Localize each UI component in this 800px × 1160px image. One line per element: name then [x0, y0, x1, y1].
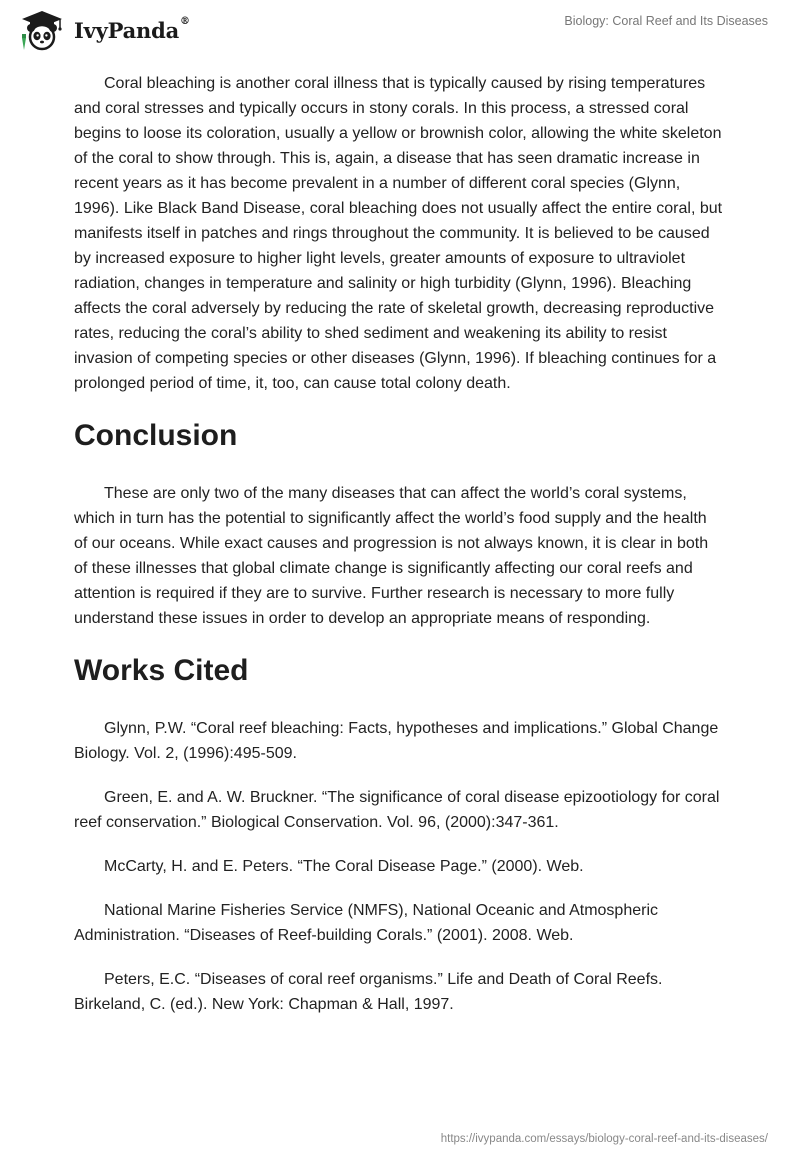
essay-content: [74, 71, 724, 1036]
conclusion-paragraph: These are only two of the many diseases that can affect the world’s coral systems, which in turn has the potential to significantly affect the world’s food supply and the health of our oceans. While exact causes and progression is not always known, it is clear in both of these illnesses that global climate change is significantly affecting our coral reefs and attention is required if they are to survive. Further research is necessary to more fully understand these issues in order to develop an appropriate means of responding.: [74, 485, 709, 627]
registered-mark: ®: [180, 15, 190, 27]
page-header: [0, 0, 800, 60]
document-title: Biology: Coral Reef and Its Diseases: [564, 14, 768, 28]
citation-entry: Green, E. and A. W. Bruckner. “The significance of coral disease epizootiology for coral reef conservation.” Biological Conservation. Vol. 96, (2000):347-361.: [74, 789, 720, 831]
panda-graduate-icon: [16, 8, 68, 52]
logo-name: IvyPanda: [74, 17, 180, 43]
logo-text: [74, 15, 190, 43]
source-url-link[interactable]: https://ivypanda.com/essays/biology-coral-reef-and-its-diseases/: [440, 1133, 768, 1145]
works-cited-heading: Works Cited: [74, 654, 249, 687]
citation-entry: McCarty, H. and E. Peters. “The Coral Disease Page.” (2000). Web.: [104, 858, 584, 875]
citation-entry: Peters, E.C. “Diseases of coral reef organisms.” Life and Death of Coral Reefs. Birkeland, C. (ed.). New York: Chapman & Hall, 1997.: [74, 971, 663, 1013]
conclusion-heading: Conclusion: [74, 419, 238, 452]
ivypanda-logo[interactable]: [16, 8, 190, 52]
citation-entry: National Marine Fisheries Service (NMFS), National Oceanic and Atmospheric Administration. “Diseases of Reef-building Corals.” (2001). 2008. Web.: [74, 902, 658, 944]
citation-entry: Glynn, P.W. “Coral reef bleaching: Facts, hypotheses and implications.” Global Change Biology. Vol. 2, (1996):495-509.: [74, 720, 719, 762]
body-paragraph: Coral bleaching is another coral illness that is typically caused by rising temperatures and coral stresses and typically occurs in stony corals. In this process, a stressed coral begins to loose its coloration, usually a yellow or brownish color, allowing the white skeleton of the coral to show through. This is, again, a disease that has seen dramatic increase in recent years as it has become prevalent in a number of different coral species (Glynn, 1996). Like Black Band Disease, coral bleaching does not usually affect the entire coral, but manifests itself in patches and rings throughout the community. It is believed to be caused by increased exposure to higher light levels, greater amounts of exposure to ultraviolet radiation, changes in temperature and salinity or high turbidity (Glynn, 1996). Bleaching affects the coral adversely by reducing the rate of skeletal growth, decreasing reproductive rates, reducing the coral’s ability to shed sediment and weakening its ability to resist invasion of competing species or other diseases (Glynn, 1996). If bleaching continues for a prolonged period of time, it, too, can cause total colony death.: [74, 75, 723, 392]
